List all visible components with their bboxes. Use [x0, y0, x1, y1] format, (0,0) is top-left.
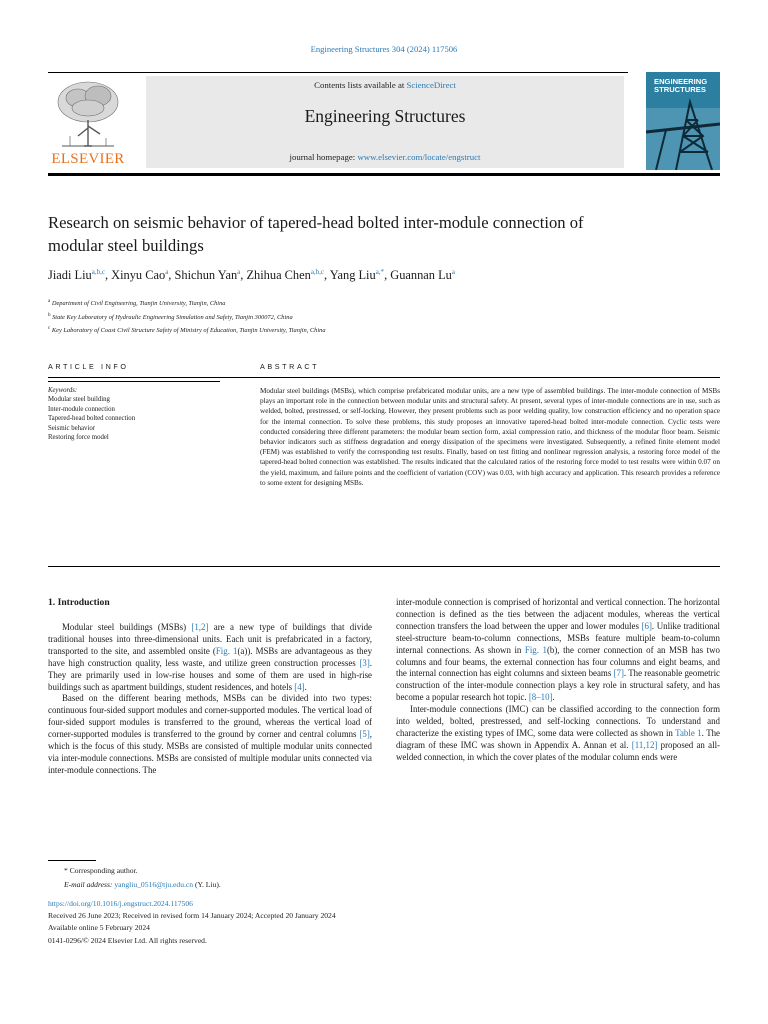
body-paragraph: Inter-module connections (IMC) can be classified according to the connection form into welded, bolted, prestressed, and self-locking connections. To understand and characterize the existing types of IMC, some data were collected as shown in Table 1. The diagram of these IMC was shown in Appendix A. Annan et al. [11,12] proposed an all-welded connection, in which the cover plates of the modular column ends were [396, 704, 721, 762]
keywords-rule [48, 381, 220, 382]
doi-link[interactable]: https://doi.org/10.1016/j.engstruct.2024.117506 [48, 899, 193, 908]
body-column-right [396, 597, 720, 764]
author-name[interactable]: Zhihua Chen [246, 268, 311, 282]
author-name[interactable]: Shichun Yan [174, 268, 238, 282]
sciencedirect-link[interactable]: ScienceDirect [406, 80, 456, 90]
online-date: Available online 5 February 2024 [48, 923, 150, 933]
author-name[interactable]: Yang Liu [329, 268, 376, 282]
body-paragraph: inter-module connection is comprised of horizontal and vertical connection. The horizontal connection is defined as the ties between the adjacent modules, whereas the vertical connection transfers the load between the upper and lower modules [6]. Unlike traditional steel-structure beam-to-column connections, MSBs feature multiple beam-to-column internal connections. As shown in Fig. 1(b), the corner connection of an MSB has two columns and four beams, the external connection has four columns and eight beams, and the internal connection has eight columns and sixteen beams [7]. The reasonable geometric construction of the inter-module connection plays a key role in structural safety, and has become a popular research hot topic. [8–10]. [396, 597, 720, 703]
contents-prefix: Contents lists available at [314, 80, 407, 90]
homepage-line [146, 152, 624, 162]
homepage-prefix: journal homepage: [289, 152, 358, 162]
abstract-bottom-rule [48, 566, 720, 567]
article-title: Research on seismic behavior of tapered-head bolted inter-module connection of modular steel buildings [48, 213, 584, 255]
journal-title[interactable]: Engineering Structures [304, 106, 466, 126]
keywords-label: Keywords: [48, 387, 78, 394]
keyword-item[interactable]: Tapered-head bolted connection [48, 415, 136, 423]
abstract-heading: ABSTRACT [260, 362, 320, 371]
affiliation-mark: b [48, 312, 51, 318]
footnote-mark: * [64, 866, 68, 875]
email-label: E-mail address: [64, 879, 113, 889]
keyword-item[interactable]: Seismic behavior [48, 424, 96, 432]
elsevier-wordmark: ELSEVIER [51, 151, 125, 167]
citation-link[interactable]: [4] [294, 681, 305, 692]
info-top-rule [48, 377, 720, 378]
author-name[interactable]: Jiadi Liu [48, 268, 92, 282]
citation-link[interactable]: [11,12] [631, 739, 658, 750]
tree-of-knowledge-icon [48, 76, 128, 152]
citation-link[interactable]: [5] [359, 729, 370, 740]
copyright-line: 0141-0296/© 2024 Elsevier Ltd. All rights reserved. [48, 935, 207, 945]
citation-link[interactable]: [6] [641, 620, 652, 631]
citation-link[interactable]: [1,2] [191, 622, 209, 632]
affiliation-item [48, 296, 720, 310]
email-note [48, 878, 720, 892]
affiliation-mark: c [48, 326, 51, 332]
affiliation-text: Key Laboratory of Coast Civil Structure Safety of Ministry of Education, Tianjin University, Tianjin, China [51, 327, 326, 335]
author-affiliation-marks[interactable]: a [165, 268, 169, 276]
author-affiliation-marks[interactable]: a [237, 268, 241, 276]
author-list: Jiadi Liu$^{a,b,c}$, Xinyu Cao$^a$, Shichun Yan$^a$, Zhihua Chen$^{a,b,c}$, Yang Liu$^{a,*}$, Guannan Lu$^a$ [48, 268, 455, 282]
article-info-heading: ARTICLE INFO [48, 362, 129, 371]
keyword-item[interactable]: Inter-module connection [48, 405, 115, 413]
body-paragraph: Modular steel buildings (MSBs) [1,2] are a new type of buildings that divide traditional houses into three-dimensional units. Each unit is prefabricated in a factory, transported to the site, and assembled onsite (Fig. 1(a)). MSBs are advantageous as they have high construction quality, less waste, and utilize green construction processes [3]. They are primarily used in low-rise houses and some of them are used in high-rise buildings such as apartment buildings, student residences, and hotels [4]. [48, 622, 373, 692]
email-suffix: (Y. Liu). [194, 879, 221, 889]
author-name[interactable]: Guannan Lu [390, 268, 452, 282]
footnote-rule [48, 860, 96, 861]
keyword-item[interactable]: Restoring force model [48, 434, 109, 442]
figure-link[interactable]: Fig. 1 [215, 645, 238, 656]
author-name[interactable]: Xinyu Cao [111, 268, 166, 282]
masthead-banner [146, 76, 624, 168]
corresponding-author-note [48, 864, 720, 878]
author-affiliation-marks[interactable]: a,b,c [310, 268, 325, 276]
affiliation-mark: a [48, 299, 51, 304]
figure-link[interactable]: Fig. 1 [524, 644, 547, 655]
body-column-left [48, 622, 372, 777]
journal-cover-thumbnail[interactable] [646, 72, 720, 170]
author-email-link[interactable]: yangliu_0516@tju.edu.cn [114, 879, 194, 889]
citation-link[interactable]: [7] [613, 668, 624, 679]
keyword-item[interactable]: Modular steel building [48, 396, 110, 404]
affiliation-text: Department of Civil Engineering, Tianjin University, Tianjin, China [51, 300, 226, 308]
author-affiliation-marks[interactable]: a,* [375, 268, 385, 276]
citation-link[interactable]: [8–10] [528, 692, 553, 703]
publication-info [48, 898, 720, 947]
table-link[interactable]: Table 1 [675, 727, 702, 738]
corresponding-author-text: Corresponding author. [69, 866, 138, 875]
affiliation-item [48, 310, 720, 324]
masthead-top-rule [48, 72, 628, 73]
journal-homepage-link[interactable]: www.elsevier.com/locate/engstruct [357, 152, 481, 162]
footnotes [48, 864, 720, 891]
contents-line [146, 80, 624, 90]
author-affiliation-marks[interactable]: a [451, 268, 455, 276]
keywords-block [48, 386, 220, 442]
affiliations [48, 296, 720, 337]
author-affiliation-marks[interactable]: a,b,c [91, 268, 105, 276]
elsevier-logo[interactable] [48, 76, 128, 168]
affiliation-text: State Key Laboratory of Hydraulic Engineering Simulation and Safety, Tianjin 300072, China [52, 313, 293, 321]
section-heading: 1. Introduction [48, 597, 110, 608]
cover-title-line-1: ENGINEERING [654, 77, 708, 86]
cover-title-line-2: STRUCTURES [654, 85, 706, 95]
body-paragraph: Based on the different bearing methods, MSBs can be divided into two types: continuous four-sided support modules and corner-supported modules. The vertical load of four-sided support modules is transferred to the ground, whereas the vertical load of corner-supported modules is transferred to the ground by corner and central columns [5], which is the focus of this study. MSBs are consisted of multiple modular units connected via inter-module connections. MSBs are consisted of multiple modular units connected via inter-module connections. The [48, 693, 372, 775]
affiliation-item [48, 323, 720, 337]
citation-link[interactable]: [3] [359, 657, 370, 668]
running-header[interactable]: Engineering Structures 304 (2024) 117506 [310, 44, 458, 54]
abstract-text: Modular steel buildings (MSBs), which comprise prefabricated modular units, are a new type of assembled buildings. The inter-module connection of MSBs plays an important role in the connection between modular units and structural safety. At present, several types of inter-module connections are in use, such as welded, bolted, prestressed, or self-locking. However, they present problems such as poor welding quality, low construction efficiency and no operation space for the internal connection. To solve these problems, this study proposes an innovative tapered-head bolted inter-module connection. Cyclic tests were conducted considering three different parameters: the modular beam section form, axial compression ratio, and thickness of the modular floor beam. Seismic behavior indicators such as stiffness degradation and energy dissipation of the specimens were investigated. Subsequently, a refined finite element model (FEM) was established to verify the corresponding test results. Finally, based on test fitting and nonlinear regression analysis, a restoring force model of the tapered-head bolted connection was established. The results indicated that the calculated ratios of the restoring force model to test results were within 0.07 on the yield, maximum, and failure points and the coefficient of variation (COV) was 0.03, with high accuracy and application. This research provides a reference to some extent for designing MSBs. [260, 387, 720, 487]
cover-title [654, 78, 707, 95]
masthead-bottom-rule [48, 173, 720, 176]
received-dates: Received 26 June 2023; Received in revised form 14 January 2024; Accepted 20 January 2024 [48, 911, 336, 921]
